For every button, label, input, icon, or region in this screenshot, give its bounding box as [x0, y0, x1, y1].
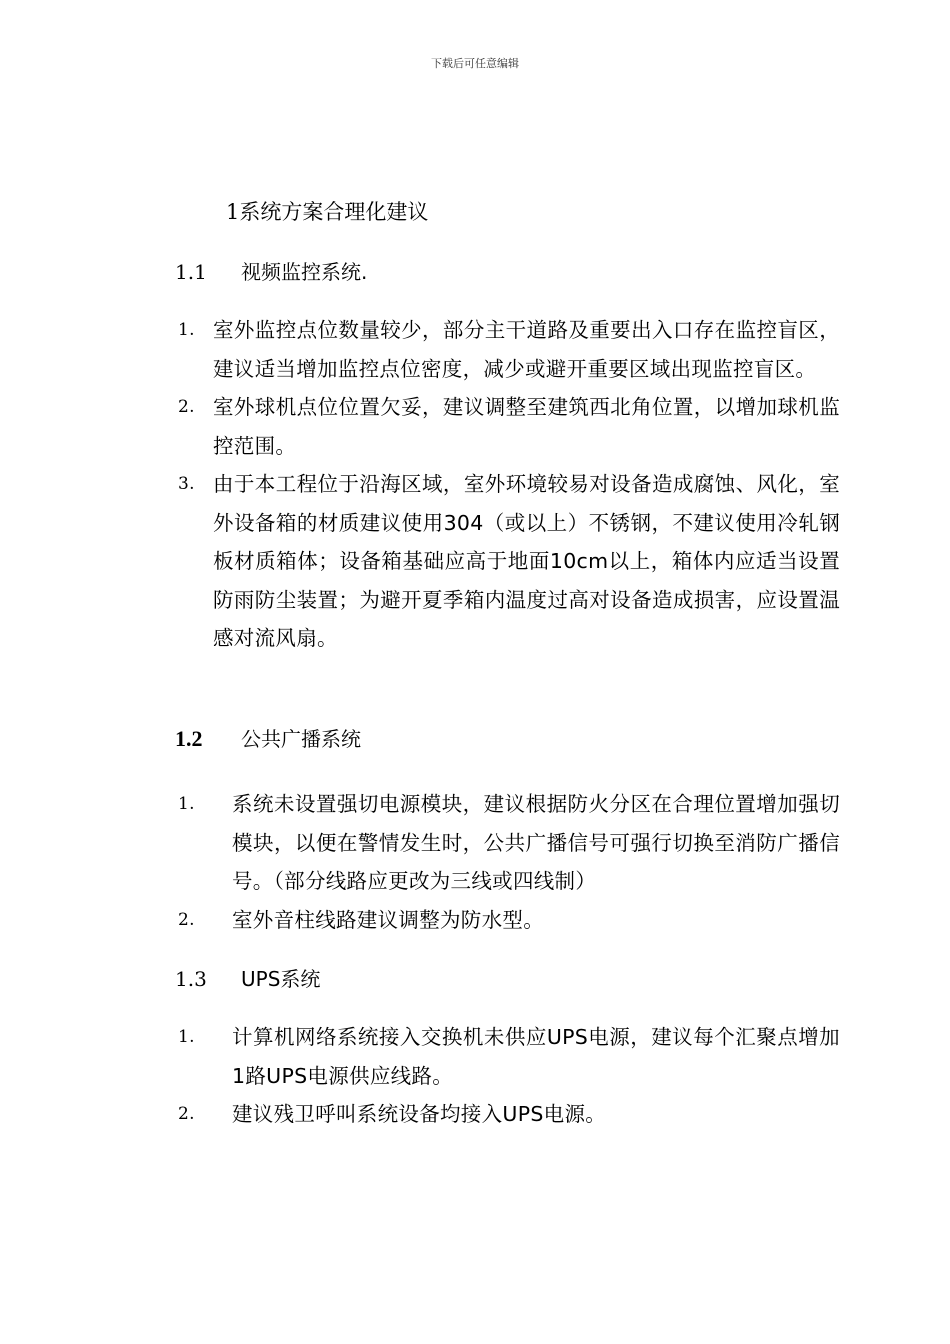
- section-heading-1-1: [175, 256, 367, 285]
- section-title: UPS系统: [241, 967, 321, 991]
- list-item-text: 室外球机点位位置欠妥，建议调整至建筑西北角位置，以增加球机监控范围。: [213, 395, 840, 458]
- section-title: 视频监控系统.: [241, 260, 368, 284]
- list-marker: 2.: [178, 397, 195, 417]
- list-item: [178, 785, 840, 901]
- page-header: 下载后可任意编辑: [431, 57, 519, 70]
- section-heading-1-2: [175, 723, 361, 752]
- list-item: [178, 311, 840, 388]
- list-item: [178, 1018, 840, 1095]
- list-marker: 1.: [178, 794, 195, 814]
- list-item-text: 计算机网络系统接入交换机未供应UPS电源，建议每个汇聚点增加1路UPS电源供应线路。: [232, 1025, 840, 1088]
- list-item-text: 室外音柱线路建议调整为防水型。: [232, 907, 544, 932]
- list-marker: 3.: [178, 474, 195, 494]
- list-marker: 1.: [178, 320, 195, 340]
- section-1-1-list: [178, 311, 840, 658]
- list-item-text: 建议残卫呼叫系统设备均接入UPS电源。: [232, 1102, 607, 1126]
- section-number: 1.1: [175, 260, 207, 284]
- list-marker: 1.: [178, 1027, 195, 1047]
- list-item: [178, 465, 840, 658]
- section-number: 1.2: [175, 726, 203, 751]
- list-marker: 2.: [178, 1104, 195, 1124]
- document-title: [226, 196, 428, 226]
- list-item: [178, 1095, 840, 1134]
- title-text: 系统方案合理化建议: [239, 200, 429, 224]
- title-number: 1: [226, 200, 240, 224]
- list-item: [178, 388, 840, 465]
- list-item-text: 系统未设置强切电源模块，建议根据防火分区在合理位置增加强切模块，以便在警情发生时，公共广播信号可强行切换至消防广播信号。（部分线路应更改为三线或四线制）: [232, 792, 840, 893]
- section-1-2-list: [178, 785, 840, 939]
- section-1-3-list: [178, 1018, 840, 1134]
- section-heading-1-3: [175, 963, 320, 992]
- list-item-text: 由于本工程位于沿海区域，室外环境较易对设备造成腐蚀、风化，室外设备箱的材质建议使用304（或以上）不锈钢，不建议使用冷轧钢板材质箱体；设备箱基础应高于地面10cm以上，箱体内应适当设置防雨防尘装置；为避开夏季箱内温度过高对设备造成损害，应设置温感对流风扇。: [213, 472, 840, 650]
- list-item-text: 室外监控点位数量较少，部分主干道路及重要出入口存在监控盲区，建议适当增加监控点位密度，减少或避开重要区域出现监控盲区。: [213, 318, 840, 381]
- section-title: 公共广播系统: [241, 727, 361, 751]
- list-marker: 2.: [178, 909, 195, 930]
- list-item: [178, 901, 840, 940]
- section-number: 1.3: [175, 967, 207, 991]
